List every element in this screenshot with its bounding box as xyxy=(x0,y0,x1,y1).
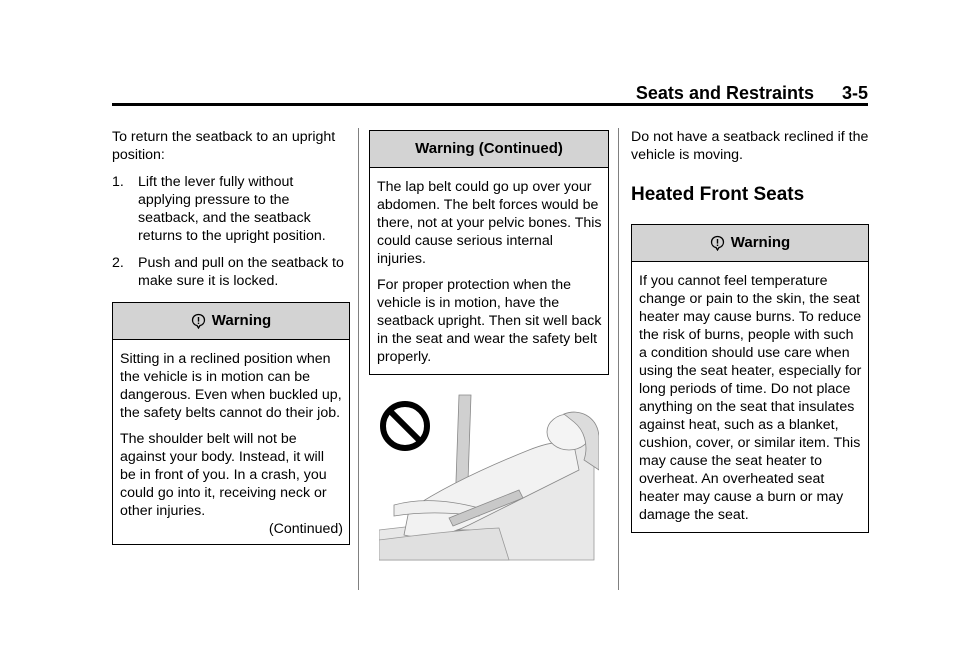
warning-box xyxy=(369,130,609,375)
continued-label: (Continued) xyxy=(268,521,343,537)
reclined-seat-illustration xyxy=(379,390,599,562)
warning-title: Warning (Continued) xyxy=(415,140,563,157)
warning-paragraph: If you cannot feel temperature change or pain to the skin, the seat heater may cause burns. To reduce the risk of burns, people with such a condition should use care when using the seat heater, especially for long periods of time. Do not place anything on the seat that insulates against heat, such as a blanket, cushion, cover, or similar item. This may cause the seat heater to overheat. An overheated seat heater may cause a burn or may damage the seat. xyxy=(639,273,862,523)
column-1 xyxy=(112,128,350,545)
chapter-title: Seats and Restraints xyxy=(635,83,814,103)
warning-body xyxy=(370,168,608,374)
step-number: 2. xyxy=(112,255,124,271)
page-number: 3-5 xyxy=(841,83,868,103)
warning-paragraph: Sitting in a reclined position when the vehicle is in motion can be dangerous. Even when buckled up, the safety belts cannot do their job. xyxy=(120,351,342,421)
warning-body xyxy=(632,262,868,532)
warning-icon xyxy=(710,235,725,251)
intro-text: To return the seatback to an upright position: xyxy=(112,129,336,163)
warning-icon xyxy=(191,313,206,329)
column-3 xyxy=(631,128,869,533)
column-divider xyxy=(358,128,359,590)
intro-text: Do not have a seatback reclined if the vehicle is moving. xyxy=(631,129,869,163)
warning-box xyxy=(631,224,869,533)
warning-box xyxy=(112,302,350,545)
column-divider xyxy=(618,128,619,590)
step-text: Lift the lever fully without applying pressure to the seatback, and the seatback returns to the upright position. xyxy=(138,174,326,244)
warning-title: Warning xyxy=(730,234,791,251)
warning-paragraph: For proper protection when the vehicle is in motion, have the seatback upright. Then sit well back in the seat and wear the safety belt properly. xyxy=(377,277,602,365)
step-text: Push and pull on the seatback to make sure it is locked. xyxy=(138,255,344,289)
steps-list xyxy=(112,173,350,290)
warning-title: Warning xyxy=(211,312,272,329)
list-item xyxy=(112,254,350,290)
warning-header xyxy=(113,303,349,340)
warning-paragraph: The shoulder belt will not be against your body. Instead, it will be in front of you. In a crash, you could go into it, receiving neck or other injuries. xyxy=(120,431,327,519)
warning-header xyxy=(632,225,868,262)
header-rule xyxy=(112,103,868,106)
step-number: 1. xyxy=(112,174,124,190)
warning-header xyxy=(370,131,608,168)
warning-body xyxy=(113,340,349,544)
warning-paragraph: The lap belt could go up over your abdomen. The belt forces would be there, not at your pelvic bones. This could cause serious internal injuries. xyxy=(377,179,602,267)
prohibition-icon xyxy=(383,404,427,448)
list-item xyxy=(112,173,350,245)
column-2 xyxy=(369,128,609,375)
section-heading: Heated Front Seats xyxy=(631,184,805,205)
